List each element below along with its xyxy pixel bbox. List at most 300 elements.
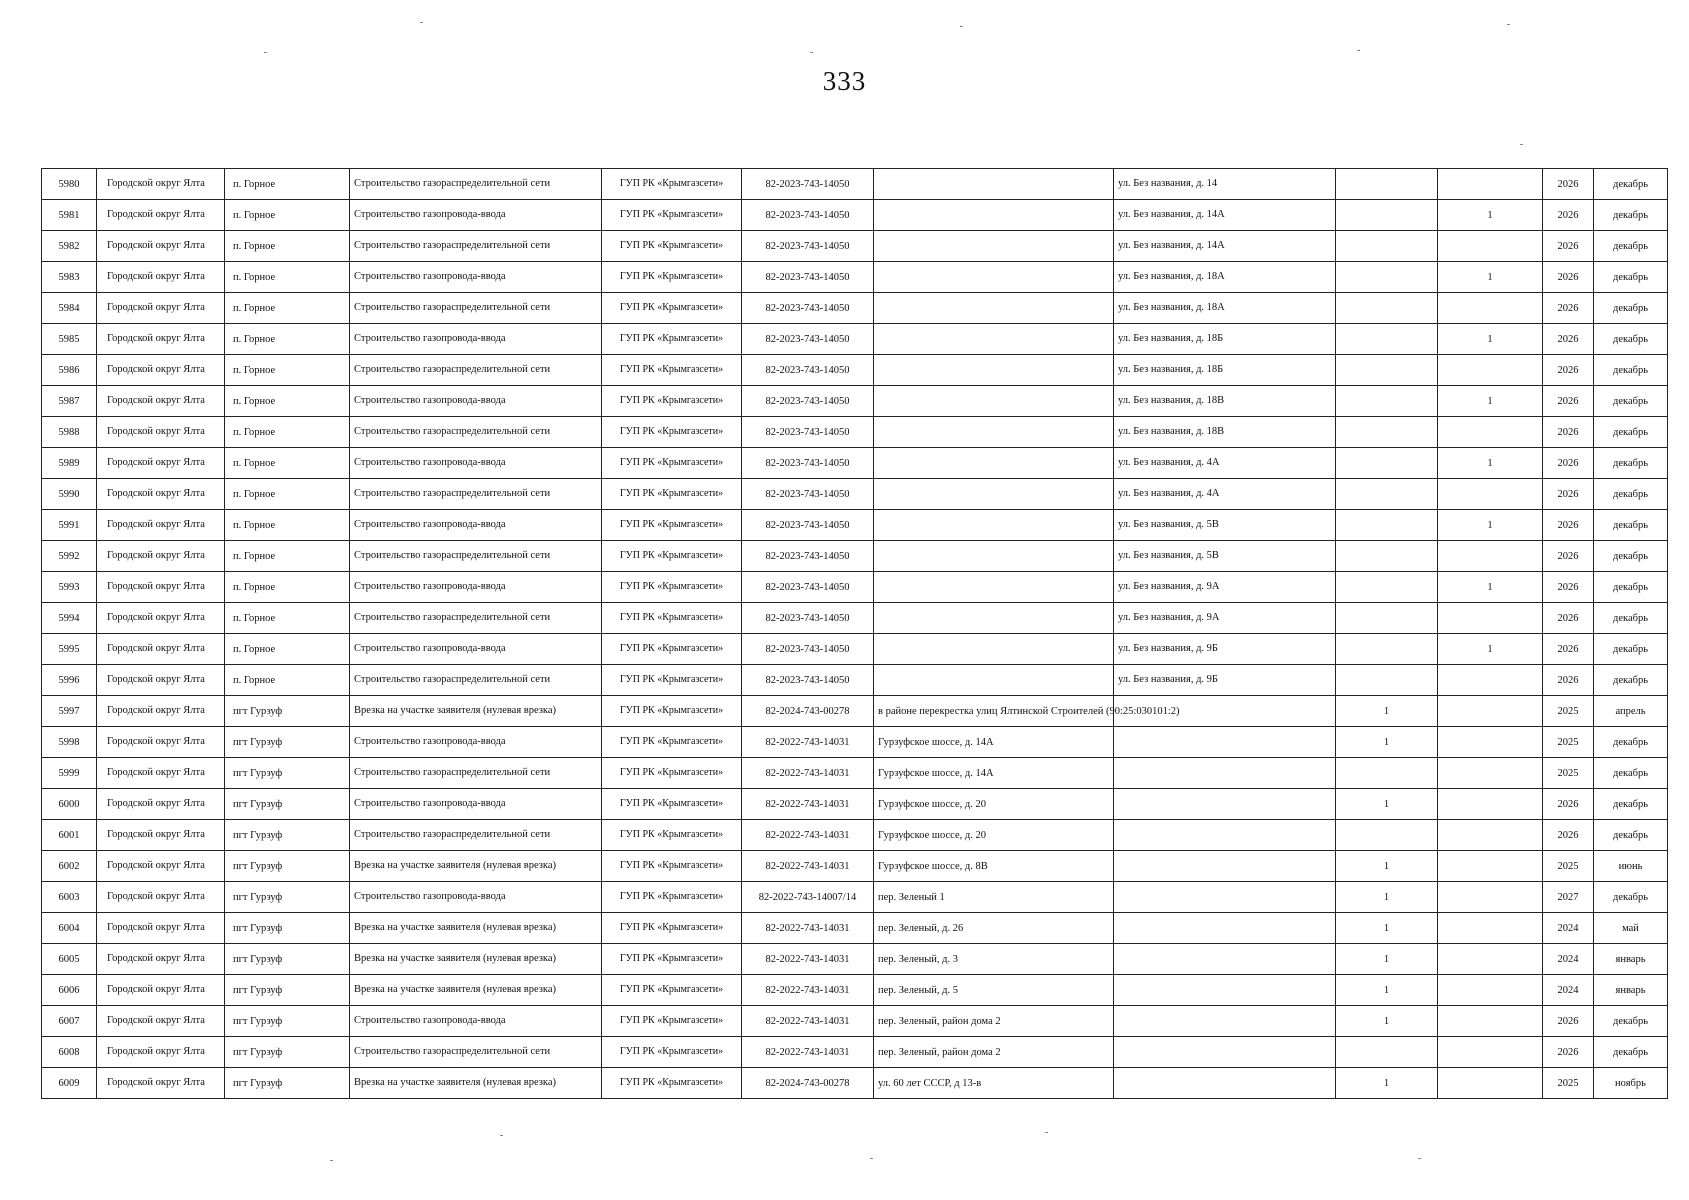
quantity-cell-b [1438,882,1543,913]
work-type-cell: Врезка на участке заявителя (нулевая врезка) [350,944,602,975]
settlement-cell: пгт Гурзуф [225,1068,350,1099]
region-cell: Городской округ Ялта [97,572,225,603]
row-number: 5997 [42,696,97,727]
quantity-cell-a [1336,1037,1438,1068]
row-number: 6004 [42,913,97,944]
work-type-cell: Врезка на участке заявителя (нулевая врезка) [350,975,602,1006]
region-cell: Городской округ Ялта [97,1037,225,1068]
organization-cell: ГУП РК «Крымгазсети» [602,448,742,479]
year-cell: 2024 [1543,975,1594,1006]
permit-number-cell: 82-2023-743-14050 [742,448,874,479]
quantity-cell-b [1438,603,1543,634]
month-cell: январь [1594,944,1668,975]
permit-number-cell: 82-2023-743-14050 [742,231,874,262]
month-cell: декабрь [1594,510,1668,541]
organization-cell: ГУП РК «Крымгазсети» [602,789,742,820]
organization-cell: ГУП РК «Крымгазсети» [602,758,742,789]
month-cell: декабрь [1594,1037,1668,1068]
organization-cell: ГУП РК «Крымгазсети» [602,727,742,758]
organization-cell: ГУП РК «Крымгазсети» [602,231,742,262]
works-table [41,168,1667,1099]
address-cell: ул. Без названия, д. 18Б [1114,324,1336,355]
table-row [42,913,1668,944]
address-cell: ул. Без названия, д. 14А [1114,231,1336,262]
address-cell [1114,1068,1336,1099]
organization-cell: ГУП РК «Крымгазсети» [602,262,742,293]
permit-number-cell: 82-2023-743-14050 [742,572,874,603]
settlement-cell: п. Горное [225,479,350,510]
settlement-cell: пгт Гурзуф [225,789,350,820]
row-number: 6002 [42,851,97,882]
row-number: 5994 [42,603,97,634]
region-cell: Городской округ Ялта [97,293,225,324]
row-number: 5989 [42,448,97,479]
work-type-cell: Строительство газопровода-ввода [350,727,602,758]
settlement-cell: п. Горное [225,603,350,634]
permit-number-cell: 82-2023-743-14050 [742,169,874,200]
location-cell [874,479,1114,510]
row-number: 6007 [42,1006,97,1037]
table-row [42,758,1668,789]
table-body [42,169,1668,1099]
quantity-cell-a: 1 [1336,913,1438,944]
settlement-cell: пгт Гурзуф [225,944,350,975]
work-type-cell: Строительство газопровода-ввода [350,448,602,479]
row-number: 5998 [42,727,97,758]
settlement-cell: пгт Гурзуф [225,1037,350,1068]
table-row [42,200,1668,231]
region-cell: Городской округ Ялта [97,913,225,944]
year-cell: 2025 [1543,1068,1594,1099]
row-number: 5999 [42,758,97,789]
address-cell [1114,913,1336,944]
month-cell: декабрь [1594,727,1668,758]
region-cell: Городской округ Ялта [97,510,225,541]
work-type-cell: Строительство газопровода-ввода [350,262,602,293]
year-cell: 2025 [1543,727,1594,758]
permit-number-cell: 82-2023-743-14050 [742,386,874,417]
organization-cell: ГУП РК «Крымгазсети» [602,1006,742,1037]
work-type-cell: Строительство газораспределительной сети [350,417,602,448]
year-cell: 2026 [1543,603,1594,634]
month-cell: декабрь [1594,448,1668,479]
work-type-cell: Строительство газораспределительной сети [350,603,602,634]
address-cell [1114,820,1336,851]
location-cell: пер. Зеленый, район дома 2 [874,1037,1114,1068]
row-number: 6008 [42,1037,97,1068]
table-row [42,696,1668,727]
address-cell: ул. Без названия, д. 9А [1114,572,1336,603]
address-cell: ул. Без названия, д. 9А [1114,603,1336,634]
permit-number-cell: 82-2024-743-00278 [742,696,874,727]
quantity-cell-a [1336,541,1438,572]
year-cell: 2026 [1543,572,1594,603]
location-cell [874,448,1114,479]
address-cell [1114,975,1336,1006]
organization-cell: ГУП РК «Крымгазсети» [602,200,742,231]
year-cell: 2026 [1543,231,1594,262]
address-cell [1114,851,1336,882]
address-cell [1114,758,1336,789]
settlement-cell: п. Горное [225,386,350,417]
quantity-cell-b [1438,696,1543,727]
month-cell: декабрь [1594,231,1668,262]
work-type-cell: Строительство газораспределительной сети [350,169,602,200]
month-cell: декабрь [1594,572,1668,603]
month-cell: декабрь [1594,386,1668,417]
organization-cell: ГУП РК «Крымгазсети» [602,541,742,572]
year-cell: 2026 [1543,386,1594,417]
work-type-cell: Строительство газораспределительной сети [350,293,602,324]
quantity-cell-b: 1 [1438,634,1543,665]
address-cell: ул. Без названия, д. 18А [1114,262,1336,293]
region-cell: Городской округ Ялта [97,820,225,851]
work-type-cell: Строительство газопровода-ввода [350,634,602,665]
address-cell: ул. Без названия, д. 4А [1114,448,1336,479]
settlement-cell: п. Горное [225,510,350,541]
work-type-cell: Строительство газораспределительной сети [350,231,602,262]
region-cell: Городской округ Ялта [97,758,225,789]
quantity-cell-b [1438,913,1543,944]
region-cell: Городской округ Ялта [97,417,225,448]
address-cell [1114,727,1336,758]
organization-cell: ГУП РК «Крымгазсети» [602,293,742,324]
region-cell: Городской округ Ялта [97,696,225,727]
settlement-cell: п. Горное [225,448,350,479]
work-type-cell: Врезка на участке заявителя (нулевая врезка) [350,851,602,882]
table-row [42,355,1668,386]
quantity-cell-a [1336,355,1438,386]
location-cell: ул. 60 лет СССР, д 13-в [874,1068,1114,1099]
address-cell [1114,882,1336,913]
address-cell: ул. Без названия, д. 18В [1114,386,1336,417]
month-cell: апрель [1594,696,1668,727]
quantity-cell-a [1336,293,1438,324]
region-cell: Городской округ Ялта [97,448,225,479]
row-number: 5996 [42,665,97,696]
settlement-cell: пгт Гурзуф [225,727,350,758]
location-cell [874,200,1114,231]
table-row [42,882,1668,913]
region-cell: Городской округ Ялта [97,355,225,386]
location-cell [874,386,1114,417]
quantity-cell-b: 1 [1438,448,1543,479]
month-cell: декабрь [1594,789,1668,820]
organization-cell: ГУП РК «Крымгазсети» [602,603,742,634]
organization-cell: ГУП РК «Крымгазсети» [602,665,742,696]
settlement-cell: п. Горное [225,355,350,386]
organization-cell: ГУП РК «Крымгазсети» [602,324,742,355]
table-row [42,789,1668,820]
quantity-cell-b: 1 [1438,324,1543,355]
permit-number-cell: 82-2022-743-14031 [742,758,874,789]
row-number: 5985 [42,324,97,355]
address-cell: ул. Без названия, д. 18В [1114,417,1336,448]
month-cell: декабрь [1594,200,1668,231]
location-cell [874,541,1114,572]
address-cell: ул. Без названия, д. 9Б [1114,665,1336,696]
organization-cell: ГУП РК «Крымгазсети» [602,479,742,510]
quantity-cell-a: 1 [1336,882,1438,913]
organization-cell: ГУП РК «Крымгазсети» [602,820,742,851]
year-cell: 2024 [1543,944,1594,975]
year-cell: 2026 [1543,665,1594,696]
month-cell: декабрь [1594,634,1668,665]
region-cell: Городской округ Ялта [97,169,225,200]
quantity-cell-a: 1 [1336,789,1438,820]
work-type-cell: Врезка на участке заявителя (нулевая врезка) [350,1068,602,1099]
work-type-cell: Строительство газораспределительной сети [350,479,602,510]
location-cell [874,293,1114,324]
permit-number-cell: 82-2022-743-14007/14 [742,882,874,913]
settlement-cell: пгт Гурзуф [225,851,350,882]
permit-number-cell: 82-2023-743-14050 [742,603,874,634]
quantity-cell-b [1438,231,1543,262]
organization-cell: ГУП РК «Крымгазсети» [602,169,742,200]
region-cell: Городской округ Ялта [97,665,225,696]
region-cell: Городской округ Ялта [97,1006,225,1037]
quantity-cell-a [1336,572,1438,603]
permit-number-cell: 82-2022-743-14031 [742,913,874,944]
quantity-cell-b [1438,851,1543,882]
location-cell [874,262,1114,293]
quantity-cell-a: 1 [1336,696,1438,727]
quantity-cell-b [1438,727,1543,758]
location-cell [874,231,1114,262]
permit-number-cell: 82-2022-743-14031 [742,851,874,882]
region-cell: Городской округ Ялта [97,231,225,262]
organization-cell: ГУП РК «Крымгазсети» [602,386,742,417]
year-cell: 2027 [1543,882,1594,913]
table-row [42,324,1668,355]
work-type-cell: Строительство газопровода-ввода [350,200,602,231]
year-cell: 2026 [1543,200,1594,231]
settlement-cell: п. Горное [225,169,350,200]
quantity-cell-a [1336,479,1438,510]
permit-number-cell: 82-2022-743-14031 [742,1006,874,1037]
table-row [42,417,1668,448]
month-cell: май [1594,913,1668,944]
year-cell: 2026 [1543,1037,1594,1068]
permit-number-cell: 82-2022-743-14031 [742,727,874,758]
organization-cell: ГУП РК «Крымгазсети» [602,355,742,386]
organization-cell: ГУП РК «Крымгазсети» [602,882,742,913]
quantity-cell-a: 1 [1336,944,1438,975]
table-row [42,572,1668,603]
address-cell [1114,944,1336,975]
quantity-cell-a [1336,634,1438,665]
month-cell: декабрь [1594,758,1668,789]
permit-number-cell: 82-2023-743-14050 [742,262,874,293]
quantity-cell-a: 1 [1336,975,1438,1006]
table-row [42,169,1668,200]
table-row [42,448,1668,479]
quantity-cell-a [1336,665,1438,696]
address-cell: ул. Без названия, д. 9Б [1114,634,1336,665]
table-row [42,820,1668,851]
month-cell: декабрь [1594,262,1668,293]
permit-number-cell: 82-2023-743-14050 [742,510,874,541]
address-cell: ул. Без названия, д. 18А [1114,293,1336,324]
region-cell: Городской округ Ялта [97,200,225,231]
quantity-cell-b [1438,820,1543,851]
month-cell: декабрь [1594,820,1668,851]
permit-number-cell: 82-2023-743-14050 [742,355,874,386]
settlement-cell: пгт Гурзуф [225,820,350,851]
row-number: 6006 [42,975,97,1006]
year-cell: 2026 [1543,820,1594,851]
table-row [42,665,1668,696]
quantity-cell-a [1336,448,1438,479]
table-row [42,1037,1668,1068]
permit-number-cell: 82-2023-743-14050 [742,200,874,231]
row-number: 6009 [42,1068,97,1099]
month-cell: декабрь [1594,1006,1668,1037]
work-type-cell: Врезка на участке заявителя (нулевая врезка) [350,696,602,727]
settlement-cell: п. Горное [225,262,350,293]
quantity-cell-b: 1 [1438,386,1543,417]
page-number: 333 [822,66,867,96]
region-cell: Городской округ Ялта [97,727,225,758]
quantity-cell-a: 1 [1336,851,1438,882]
work-type-cell: Строительство газопровода-ввода [350,882,602,913]
work-type-cell: Строительство газопровода-ввода [350,510,602,541]
address-cell: ул. Без названия, д. 5В [1114,541,1336,572]
settlement-cell: пгт Гурзуф [225,913,350,944]
address-cell: ул. Без названия, д. 5В [1114,510,1336,541]
row-number: 5984 [42,293,97,324]
region-cell: Городской округ Ялта [97,386,225,417]
table-row [42,944,1668,975]
permit-number-cell: 82-2023-743-14050 [742,541,874,572]
quantity-cell-a [1336,324,1438,355]
quantity-cell-a: 1 [1336,1006,1438,1037]
settlement-cell: п. Горное [225,324,350,355]
quantity-cell-b [1438,665,1543,696]
month-cell: декабрь [1594,324,1668,355]
organization-cell: ГУП РК «Крымгазсети» [602,944,742,975]
month-cell: декабрь [1594,665,1668,696]
year-cell: 2026 [1543,262,1594,293]
row-number: 5993 [42,572,97,603]
work-type-cell: Строительство газопровода-ввода [350,1006,602,1037]
permit-number-cell: 82-2023-743-14050 [742,417,874,448]
month-cell: декабрь [1594,355,1668,386]
address-cell [1114,1006,1336,1037]
row-number: 5992 [42,541,97,572]
month-cell: декабрь [1594,169,1668,200]
organization-cell: ГУП РК «Крымгазсети» [602,975,742,1006]
row-number: 5983 [42,262,97,293]
year-cell: 2026 [1543,634,1594,665]
region-cell: Городской округ Ялта [97,882,225,913]
work-type-cell: Строительство газораспределительной сети [350,820,602,851]
settlement-cell: п. Горное [225,665,350,696]
table-row [42,231,1668,262]
settlement-cell: пгт Гурзуф [225,1006,350,1037]
organization-cell: ГУП РК «Крымгазсети» [602,913,742,944]
table-row [42,541,1668,572]
month-cell: ноябрь [1594,1068,1668,1099]
organization-cell: ГУП РК «Крымгазсети» [602,634,742,665]
quantity-cell-b [1438,417,1543,448]
settlement-cell: пгт Гурзуф [225,975,350,1006]
quantity-cell-b: 1 [1438,262,1543,293]
location-cell [874,355,1114,386]
year-cell: 2024 [1543,913,1594,944]
year-cell: 2026 [1543,355,1594,386]
year-cell: 2025 [1543,758,1594,789]
address-cell: ул. Без названия, д. 18Б [1114,355,1336,386]
location-cell: пер. Зеленый, д. 3 [874,944,1114,975]
row-number: 6003 [42,882,97,913]
location-cell: пер. Зеленый 1 [874,882,1114,913]
work-type-cell: Строительство газораспределительной сети [350,758,602,789]
region-cell: Городской округ Ялта [97,975,225,1006]
permit-number-cell: 82-2023-743-14050 [742,324,874,355]
month-cell: декабрь [1594,479,1668,510]
location-cell [874,510,1114,541]
region-cell: Городской округ Ялта [97,262,225,293]
region-cell: Городской округ Ялта [97,541,225,572]
region-cell: Городской округ Ялта [97,789,225,820]
permit-number-cell: 82-2023-743-14050 [742,634,874,665]
month-cell: декабрь [1594,603,1668,634]
organization-cell: ГУП РК «Крымгазсети» [602,510,742,541]
permit-number-cell: 82-2022-743-14031 [742,1037,874,1068]
location-cell: Гурзуфское шоссе, д. 20 [874,820,1114,851]
table-row [42,727,1668,758]
location-cell [874,417,1114,448]
permit-number-cell: 82-2022-743-14031 [742,944,874,975]
quantity-cell-b [1438,355,1543,386]
year-cell: 2026 [1543,293,1594,324]
region-cell: Городской округ Ялта [97,851,225,882]
quantity-cell-b [1438,789,1543,820]
year-cell: 2026 [1543,417,1594,448]
quantity-cell-b [1438,1006,1543,1037]
location-cell: Гурзуфское шоссе, д. 20 [874,789,1114,820]
row-number: 6001 [42,820,97,851]
work-type-cell: Строительство газораспределительной сети [350,1037,602,1068]
row-number: 5987 [42,386,97,417]
permit-number-cell: 82-2023-743-14050 [742,293,874,324]
location-cell: Гурзуфское шоссе, д. 8В [874,851,1114,882]
settlement-cell: п. Горное [225,572,350,603]
quantity-cell-b [1438,169,1543,200]
location-cell: Гурзуфское шоссе, д. 14А [874,758,1114,789]
year-cell: 2026 [1543,789,1594,820]
location-cell [874,634,1114,665]
organization-cell: ГУП РК «Крымгазсети» [602,696,742,727]
month-cell: июнь [1594,851,1668,882]
organization-cell: ГУП РК «Крымгазсети» [602,1037,742,1068]
location-cell [874,603,1114,634]
row-number: 5986 [42,355,97,386]
quantity-cell-a [1336,417,1438,448]
settlement-cell: п. Горное [225,231,350,262]
settlement-cell: п. Горное [225,417,350,448]
settlement-cell: п. Горное [225,200,350,231]
quantity-cell-a: 1 [1336,727,1438,758]
year-cell: 2026 [1543,1006,1594,1037]
location-cell [874,665,1114,696]
quantity-cell-b: 1 [1438,572,1543,603]
table-row [42,851,1668,882]
work-type-cell: Строительство газопровода-ввода [350,386,602,417]
quantity-cell-b: 1 [1438,200,1543,231]
year-cell: 2026 [1543,448,1594,479]
